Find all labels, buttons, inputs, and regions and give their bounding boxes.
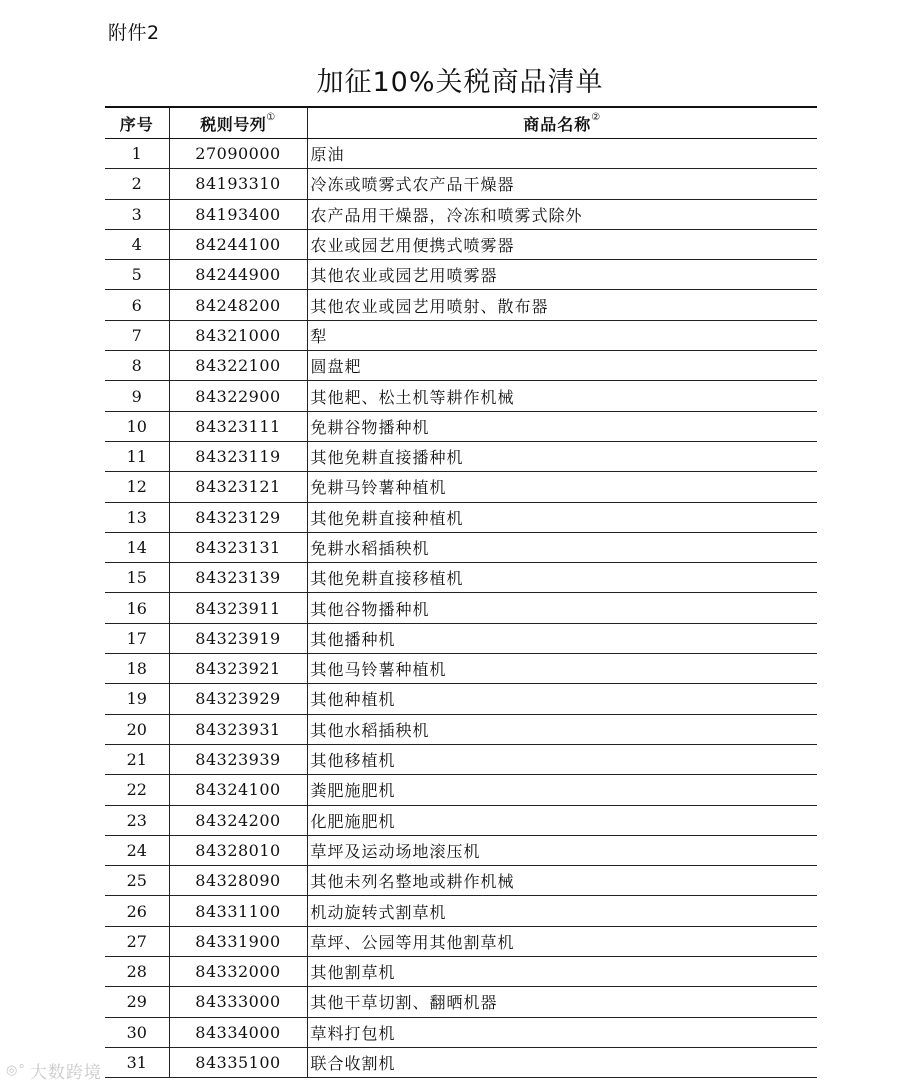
row-product-name: 草坪、公园等用其他割草机 [307,926,817,956]
row-index: 4 [105,229,169,259]
table-row [105,926,817,956]
row-index: 30 [105,1017,169,1047]
row-index: 18 [105,654,169,684]
footnote-mark: ② [591,111,602,123]
row-tariff-code: 84324200 [169,805,307,835]
row-tariff-code: 84323131 [169,532,307,562]
table-row [105,1047,817,1077]
row-product-name: 其他干草切割、翻晒机器 [307,987,817,1017]
row-tariff-code: 84248200 [169,290,307,320]
row-tariff-code: 84334000 [169,1017,307,1047]
row-index: 13 [105,502,169,532]
row-product-name: 草料打包机 [307,1017,817,1047]
row-tariff-code: 84323121 [169,472,307,502]
attachment-label: 附件2 [108,22,160,44]
table-row [105,502,817,532]
table-row [105,199,817,229]
table-row [105,835,817,865]
row-tariff-code: 84328090 [169,866,307,896]
footnote-mark: ① [266,111,276,123]
row-product-name: 圆盘耙 [307,351,817,381]
row-index: 11 [105,441,169,471]
row-product-name: 机动旋转式割草机 [307,896,817,926]
table-row [105,593,817,623]
header-tariff-code: 税则号列① [169,107,307,139]
row-product-name: 其他免耕直接播种机 [307,441,817,471]
row-product-name: 化肥施肥机 [307,805,817,835]
table-row [105,260,817,290]
table-row [105,351,817,381]
row-index: 14 [105,532,169,562]
table-row [105,532,817,562]
row-product-name: 其他农业或园艺用喷射、散布器 [307,290,817,320]
row-product-name: 其他移植机 [307,744,817,774]
table-row [105,714,817,744]
row-index: 28 [105,957,169,987]
row-product-name: 其他水稻插秧机 [307,714,817,744]
row-index: 8 [105,351,169,381]
table-row [105,805,817,835]
row-index: 23 [105,805,169,835]
table-row [105,896,817,926]
table-row [105,957,817,987]
row-tariff-code: 84323129 [169,502,307,532]
row-index: 6 [105,290,169,320]
row-index: 21 [105,744,169,774]
table-row [105,987,817,1017]
row-tariff-code: 84323921 [169,654,307,684]
row-index: 1 [105,139,169,169]
table-row [105,472,817,502]
tariff-goods-table [105,106,817,1078]
row-tariff-code: 84331100 [169,896,307,926]
row-product-name: 其他免耕直接移植机 [307,563,817,593]
row-index: 3 [105,199,169,229]
row-tariff-code: 84331900 [169,926,307,956]
row-product-name: 其他种植机 [307,684,817,714]
table-row [105,775,817,805]
row-tariff-code: 84335100 [169,1047,307,1077]
table-row [105,654,817,684]
row-index: 2 [105,169,169,199]
row-product-name: 其他播种机 [307,623,817,653]
row-product-name: 其他免耕直接种植机 [307,502,817,532]
table-row [105,320,817,350]
row-tariff-code: 84323111 [169,411,307,441]
row-product-name: 原油 [307,139,817,169]
row-index: 10 [105,411,169,441]
row-product-name: 农业或园艺用便携式喷雾器 [307,229,817,259]
row-product-name: 其他农业或园艺用喷雾器 [307,260,817,290]
row-index: 19 [105,684,169,714]
row-product-name: 其他谷物播种机 [307,593,817,623]
table-row [105,563,817,593]
row-tariff-code: 84322900 [169,381,307,411]
row-tariff-code: 84333000 [169,987,307,1017]
row-tariff-code: 84193310 [169,169,307,199]
header-product-name: 商品名称② [307,107,817,139]
row-index: 24 [105,835,169,865]
row-tariff-code: 84244900 [169,260,307,290]
row-product-name: 冷冻或喷雾式农产品干燥器 [307,169,817,199]
row-index: 7 [105,320,169,350]
table-row [105,290,817,320]
row-tariff-code: 84328010 [169,835,307,865]
row-index: 27 [105,926,169,956]
row-product-name: 草坪及运动场地滚压机 [307,835,817,865]
table-row [105,684,817,714]
row-index: 17 [105,623,169,653]
row-tariff-code: 84323919 [169,623,307,653]
table-row [105,866,817,896]
watermark-text: 大数跨境 [29,1063,102,1083]
logo-icon: ◎° [6,1063,26,1078]
row-tariff-code: 84322100 [169,351,307,381]
row-index: 16 [105,593,169,623]
table-row [105,744,817,774]
row-tariff-code: 27090000 [169,139,307,169]
row-product-name: 其他耙、松土机等耕作机械 [307,381,817,411]
row-tariff-code: 84321000 [169,320,307,350]
table-header-row [105,107,817,139]
table-row [105,623,817,653]
row-tariff-code: 84323911 [169,593,307,623]
row-tariff-code: 84324100 [169,775,307,805]
row-index: 12 [105,472,169,502]
row-index: 9 [105,381,169,411]
row-product-name: 犁 [307,320,817,350]
row-product-name: 免耕谷物播种机 [307,411,817,441]
table-row [105,441,817,471]
row-tariff-code: 84193400 [169,199,307,229]
row-product-name: 联合收割机 [307,1047,817,1077]
header-index: 序号 [105,107,169,139]
row-index: 22 [105,775,169,805]
row-index: 15 [105,563,169,593]
table-row [105,381,817,411]
page-title: 加征10%关税商品清单 [316,67,604,98]
row-index: 25 [105,866,169,896]
row-tariff-code: 84323939 [169,744,307,774]
row-index: 29 [105,987,169,1017]
table-row [105,229,817,259]
row-index: 31 [105,1047,169,1077]
row-product-name: 其他马铃薯种植机 [307,654,817,684]
row-product-name: 其他割草机 [307,957,817,987]
row-product-name: 粪肥施肥机 [307,775,817,805]
row-tariff-code: 84244100 [169,229,307,259]
row-product-name: 其他未列名整地或耕作机械 [307,866,817,896]
row-tariff-code: 84323119 [169,441,307,471]
table-row [105,169,817,199]
row-product-name: 免耕水稻插秧机 [307,532,817,562]
row-product-name: 免耕马铃薯种植机 [307,472,817,502]
row-tariff-code: 84323929 [169,684,307,714]
row-tariff-code: 84332000 [169,957,307,987]
row-index: 20 [105,714,169,744]
table-row [105,1017,817,1047]
watermark [6,1058,102,1083]
row-tariff-code: 84323931 [169,714,307,744]
table-row [105,139,817,169]
row-tariff-code: 84323139 [169,563,307,593]
table-row [105,411,817,441]
row-index: 5 [105,260,169,290]
row-product-name: 农产品用干燥器，冷冻和喷雾式除外 [307,199,817,229]
row-index: 26 [105,896,169,926]
